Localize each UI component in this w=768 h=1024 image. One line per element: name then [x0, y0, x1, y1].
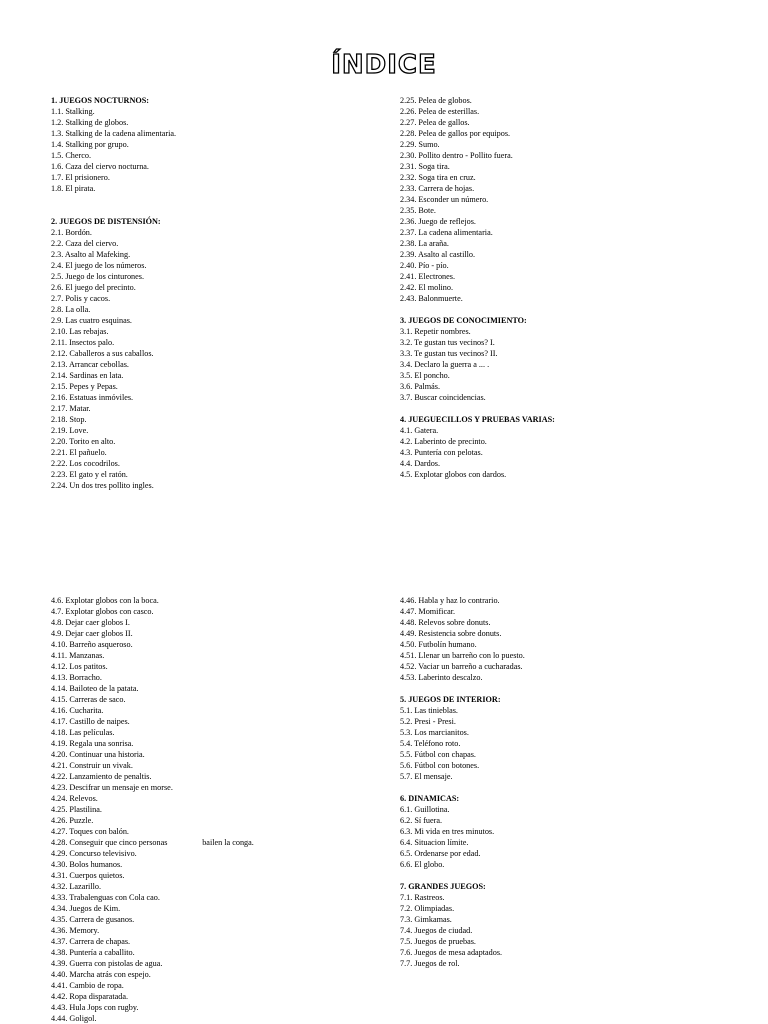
section-heading: 6. DINAMICAS:: [400, 794, 460, 803]
index-entry: 4.11. Manzanas.: [51, 651, 105, 660]
index-entry: 5.6. Fútbol con botones.: [400, 761, 480, 770]
index-entry: 2.1. Bordón.: [51, 228, 92, 237]
index-section: [400, 414, 730, 480]
index-entry: 4.8. Dejar caer globos I.: [51, 618, 130, 627]
index-entry: 4.10. Barreño asqueroso.: [51, 640, 133, 649]
index-entry: 4.15. Carreras de saco.: [51, 695, 126, 704]
index-entry: 4.29. Concurso televisivo.: [51, 849, 137, 858]
index-entry: 4.7. Explotar globos con casco.: [51, 607, 154, 616]
index-entry: 1.2. Stalking de globos.: [51, 118, 129, 127]
index-entry: 4.32. Lazarillo.: [51, 882, 102, 891]
index-entry: 2.9. Las cuatro esquinas.: [51, 316, 132, 325]
index-section: [400, 793, 730, 870]
index-entry: 2.33. Carrera de hojas.: [400, 184, 475, 193]
section-heading: 3. JUEGOS DE CONOCIMIENTO:: [400, 316, 527, 325]
index-entry: 4.51. Llenar un barreño con lo puesto.: [400, 651, 525, 660]
index-entry: 2.39. Asalto al castillo.: [400, 250, 476, 259]
index-entry: 4.9. Dejar caer globos II.: [51, 629, 133, 638]
index-entry: 4.18. Las películas.: [51, 728, 115, 737]
index-entry: 1.3. Stalking de la cadena alimentaria.: [51, 129, 177, 138]
section-spacer: [400, 304, 730, 315]
index-section: [51, 216, 381, 491]
index-entry: 4.30. Bolos humanos.: [51, 860, 123, 869]
index-entry: 4.34. Juegos de Kim.: [51, 904, 121, 913]
index-entry: 3.1. Repetir nombres.: [400, 327, 471, 336]
index-entry: 4.42. Ropa disparatada.: [51, 992, 129, 1001]
index-entry: 2.6. El juego del precinto.: [51, 283, 136, 292]
index-entry: 2.22. Los cocodrilos.: [51, 459, 120, 468]
index-entry: 2.5. Juego de los cinturones.: [51, 272, 145, 281]
index-entry: 4.24. Relevos.: [51, 794, 98, 803]
index-entry: 2.30. Pollito dentro - Pollito fuera.: [400, 151, 513, 160]
index-entry: 2.25. Pelea de globos.: [400, 96, 472, 105]
index-entry: 4.35. Carrera de gusanos.: [51, 915, 135, 924]
section-spacer: [51, 194, 381, 216]
index-entry: 2.2. Caza del ciervo.: [51, 239, 119, 248]
index-entry: 4.5. Explotar globos con dardos.: [400, 470, 507, 479]
index-entry: 7.3. Gimkamas.: [400, 915, 452, 924]
index-entry: 2.19. Love.: [51, 426, 89, 435]
index-entry: 4.12. Los patitos.: [51, 662, 108, 671]
index-entry: 1.5. Cherco.: [51, 151, 92, 160]
index-entry: 2.29. Sumo.: [400, 140, 440, 149]
index-entry: 7.1. Rastreos.: [400, 893, 445, 902]
index-entry: 2.24. Un dos tres pollito ingles.: [51, 481, 154, 490]
index-entry: 1.8. El pirata.: [51, 184, 96, 193]
index-entry: 2.11. Insectos palo.: [51, 338, 115, 347]
index-entry: 4.33. Trabalenguas con Cola cao.: [51, 893, 160, 902]
index-entry: 1.7. El prisionero.: [51, 173, 110, 182]
section-heading: 4. JUEGUECILLOS Y PRUEBAS VARIAS:: [400, 415, 555, 424]
index-entry: 4.3. Puntería con pelotas.: [400, 448, 483, 457]
index-entry: 2.36. Juego de reflejos.: [400, 217, 476, 226]
index-entry: 4.28. Conseguir que cinco personas bailen la conga.: [51, 838, 254, 847]
section-spacer: [400, 782, 730, 793]
index-entry: 2.41. Electrones.: [400, 272, 456, 281]
index-entry: 4.26. Puzzle.: [51, 816, 94, 825]
index-entry: 2.16. Estatuas inmóviles.: [51, 393, 134, 402]
index-entry: 5.1. Las tinieblas.: [400, 706, 458, 715]
index-entry: 2.21. El pañuelo.: [51, 448, 107, 457]
index-column-top-right: [400, 95, 730, 480]
index-entry: 1.1. Stalking.: [51, 107, 95, 116]
page-title: ÍNDICE: [331, 50, 437, 80]
index-entry: 2.20. Torito en alto.: [51, 437, 116, 446]
index-entry: 2.4. El juego de los números.: [51, 261, 147, 270]
index-section: [400, 694, 730, 782]
index-entry: 4.49. Resistencia sobre donuts.: [400, 629, 502, 638]
index-entry: 4.6. Explotar globos con la boca.: [51, 596, 159, 605]
section-heading: 1. JUEGOS NOCTURNOS:: [51, 96, 150, 105]
index-entry: 2.8. La olla.: [51, 305, 91, 314]
section-spacer: [400, 870, 730, 881]
index-entry: 4.2. Laberinto de precinto.: [400, 437, 487, 446]
index-entry: 4.16. Cucharita.: [51, 706, 104, 715]
index-entry: 4.19. Regala una sonrisa.: [51, 739, 134, 748]
index-entry: 4.14. Bailoteo de la patata.: [51, 684, 139, 693]
index-entry: 2.31. Soga tira.: [400, 162, 450, 171]
index-entry: 4.21. Construir un vivak.: [51, 761, 133, 770]
index-entry: 3.4. Declaro la guerra a ... .: [400, 360, 490, 369]
index-entry: 2.27. Pelea de gallos.: [400, 118, 470, 127]
index-section: [400, 595, 730, 683]
index-entry: 4.22. Lanzamiento de penaltis.: [51, 772, 152, 781]
index-entry: 2.37. La cadena alimentaria.: [400, 228, 493, 237]
index-entry: 7.2. Olimpiadas.: [400, 904, 455, 913]
index-entry: 7.7. Juegos de rol.: [400, 959, 460, 968]
index-column-top-left: [51, 95, 381, 491]
index-entry: 2.43. Balonmuerte.: [400, 294, 463, 303]
index-entry: 2.26. Pelea de esterillas.: [400, 107, 480, 116]
index-entry: 2.14. Sardinas en lata.: [51, 371, 124, 380]
index-entry: 6.2. Sí fuera.: [400, 816, 443, 825]
index-entry: 7.6. Juegos de mesa adaptados.: [400, 948, 503, 957]
index-entry: 2.23. El gato y el ratón.: [51, 470, 128, 479]
index-entry: 3.7. Buscar coincidencias.: [400, 393, 486, 402]
index-entry: 5.3. Los marcianitos.: [400, 728, 469, 737]
index-entry: 4.52. Vaciar un barreño a cucharadas.: [400, 662, 523, 671]
index-entry: 1.6. Caza del ciervo nocturna.: [51, 162, 149, 171]
index-entry: 4.23. Descifrar un mensaje en morse.: [51, 783, 173, 792]
index-entry: 4.48. Relevos sobre donuts.: [400, 618, 491, 627]
index-entry: 4.53. Laberinto descalzo.: [400, 673, 483, 682]
index-entry: 4.39. Guerra con pistolas de agua.: [51, 959, 163, 968]
index-entry: 6.1. Guillotina.: [400, 805, 450, 814]
index-entry: 3.5. El poncho.: [400, 371, 450, 380]
index-entry: 4.46. Habla y haz lo contrario.: [400, 596, 500, 605]
index-entry: 2.35. Bote.: [400, 206, 436, 215]
index-entry: 4.4. Dardos.: [400, 459, 441, 468]
section-spacer: [400, 403, 730, 414]
index-section: [400, 881, 730, 969]
index-entry: 2.32. Soga tira en cruz.: [400, 173, 476, 182]
index-entry: 6.3. Mi vida en tres minutos.: [400, 827, 495, 836]
index-entry: 6.6. El globo.: [400, 860, 445, 869]
index-entry: 4.50. Futbolín humano.: [400, 640, 477, 649]
section-heading: 7. GRANDES JUEGOS:: [400, 882, 486, 891]
index-entry: 4.41. Cambio de ropa.: [51, 981, 124, 990]
index-entry: 4.43. Hula Jops con rugby.: [51, 1003, 139, 1012]
index-entry: 2.15. Pepes y Pepas.: [51, 382, 118, 391]
index-entry: 5.5. Fútbol con chapas.: [400, 750, 476, 759]
index-entry: 2.18. Stop.: [51, 415, 87, 424]
index-column-bottom-left: [51, 595, 381, 1024]
index-entry: 7.5. Juegos de pruebas.: [400, 937, 476, 946]
index-entry: 4.38. Puntería a caballito.: [51, 948, 135, 957]
index-entry: 4.37. Carrera de chapas.: [51, 937, 131, 946]
index-entry: 3.6. Palmás.: [400, 382, 441, 391]
index-column-bottom-right: [400, 595, 730, 969]
index-entry: 4.27. Toques con balón.: [51, 827, 129, 836]
index-entry: 2.38. La araña.: [400, 239, 449, 248]
index-entry: 5.4. Teléfono roto.: [400, 739, 461, 748]
index-entry: 2.10. Las rebajas.: [51, 327, 109, 336]
index-section: [400, 95, 730, 304]
index-entry: 4.13. Borracho.: [51, 673, 102, 682]
index-section: [51, 595, 381, 1024]
index-entry: 4.31. Cuerpos quietos.: [51, 871, 125, 880]
index-entry: 2.7. Polis y cacos.: [51, 294, 111, 303]
index-entry: 5.2. Presi - Presi.: [400, 717, 456, 726]
section-heading: 2. JUEGOS DE DISTENSIÓN:: [51, 217, 161, 226]
index-entry: 4.40. Marcha atrás con espejo.: [51, 970, 151, 979]
index-entry: 6.4. Situacion límite.: [400, 838, 469, 847]
index-entry: 2.34. Esconder un número.: [400, 195, 489, 204]
index-entry: 4.20. Continuar una historia.: [51, 750, 145, 759]
index-entry: 7.4. Juegos de ciudad.: [400, 926, 473, 935]
index-entry: 2.3. Asalto al Mafeking.: [51, 250, 131, 259]
index-entry: 4.36. Memory.: [51, 926, 100, 935]
index-entry: 2.28. Pelea de gallos por equipos.: [400, 129, 511, 138]
index-entry: 4.44. Goligol.: [51, 1014, 97, 1023]
index-section: [51, 95, 381, 194]
index-entry: 2.13. Arrancar cebollas.: [51, 360, 129, 369]
index-entry: 4.25. Plastilina.: [51, 805, 102, 814]
index-entry: 2.17. Matar.: [51, 404, 91, 413]
section-heading: 5. JUEGOS DE INTERIOR:: [400, 695, 501, 704]
index-section: [400, 315, 730, 403]
index-entry: 5.7. El mensaje.: [400, 772, 453, 781]
index-entry: 2.40. Pío - pío.: [400, 261, 449, 270]
index-entry: 4.1. Gatera.: [400, 426, 439, 435]
index-entry: 3.3. Te gustan tus vecinos? II.: [400, 349, 498, 358]
index-entry: 4.17. Castillo de naipes.: [51, 717, 130, 726]
index-entry: 1.4. Stalking por grupo.: [51, 140, 129, 149]
section-spacer: [400, 683, 730, 694]
index-entry: 6.5. Ordenarse por edad.: [400, 849, 481, 858]
index-entry: 4.47. Momificar.: [400, 607, 456, 616]
index-entry: 3.2. Te gustan tus vecinos? I.: [400, 338, 495, 347]
index-entry: 2.12. Caballeros a sus caballos.: [51, 349, 154, 358]
index-entry: 2.42. El molino.: [400, 283, 453, 292]
